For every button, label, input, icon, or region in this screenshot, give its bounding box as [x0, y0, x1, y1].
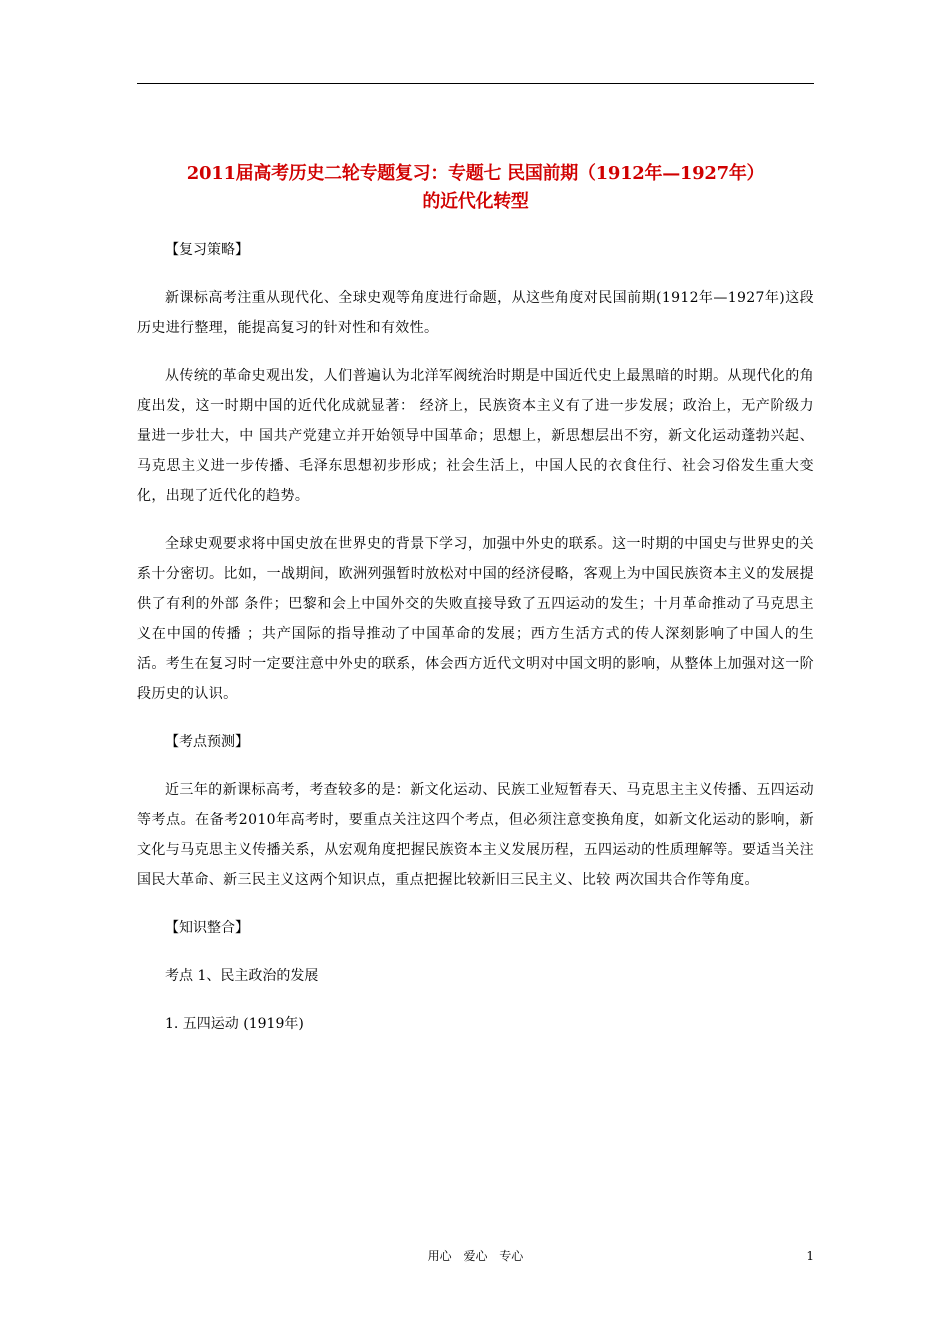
paragraph-3: 全球史观要求将中国史放在世界史的背景下学习，加强中外史的联系。这一时期的中国史与世界史的关系十分密切。比如，一战期间，欧洲列强暂时放松对中国的经济侵略，客观上为中国民族资本主义的发展提供了有利的外部 条件；巴黎和会上中国外交的失败直接导致了五四运动的发生；十月革命推动了马克思主义在中国的传播 ；共产国际的指导推动了中国革命的发展；西方生活方式的传人深刻影响了中国人的生活。考生在复习时一定要注意中外史的联系，体会西方近代文明对中国文明的影响，从整体上加强对这一阶段历史的认识。	[137, 536, 814, 702]
paragraph-1: 新课标高考注重从现代化、全球史观等角度进行命题，从这些角度对民国前期(1912年—1927年)这段历史进行整理，能提高复习的针对性和有效性。	[137, 290, 814, 336]
section-heading-knowledge: 【知识整合】	[165, 920, 249, 936]
section-heading-forecast: 【考点预测】	[165, 734, 249, 750]
footer-motto: 用心 爱心 专心	[427, 1249, 524, 1263]
page-number: 1	[806, 1249, 814, 1263]
paragraph-4: 近三年的新课标高考，考查较多的是：新文化运动、民族工业短暂春天、马克思主主义传播、五四运动等考点。在备考2010年高考时，要重点关注这四个考点，但必须注意变换角度，如新文化运动的影响，新文化与马克思主义传播关系，从宏观角度把握民族资本主义发展历程，五四运动的性质理解等。要适当关注国民大革命、新三民主义这两个知识点，重点把握比较新旧三民主义、比较 两次国共合作等角度。	[137, 782, 814, 888]
page-footer	[137, 1246, 814, 1266]
list-item-1: 1. 五四运动 (1919年)	[165, 1016, 304, 1032]
document-title	[137, 160, 814, 216]
header-rule	[137, 83, 814, 84]
title-line-2: 的近代化转型	[422, 191, 529, 212]
document-body	[137, 235, 814, 1057]
title-line-1: 2011届高考历史二轮专题复习：专题七 民国前期（1912年—1927年）	[186, 163, 765, 184]
exam-point-1: 考点 1、民主政治的发展	[165, 968, 319, 984]
section-heading-strategy: 【复习策略】	[165, 242, 249, 258]
paragraph-2: 从传统的革命史观出发，人们普遍认为北洋军阀统治时期是中国近代史上最黑暗的时期。从现代化的角度出发，这一时期中国的近代化成就显著： 经济上，民族资本主义有了进一步发展；政治上，无产阶级力量进一步壮大，中 国共产党建立并开始领导中国革命；思想上，新思想层出不穷，新文化运动蓬勃兴起、马克思主义进一步传播、毛泽东思想初步形成；社会生活上，中国人民的衣食住行、社会习俗发生重大变化，出现了近代化的趋势。	[137, 368, 814, 504]
